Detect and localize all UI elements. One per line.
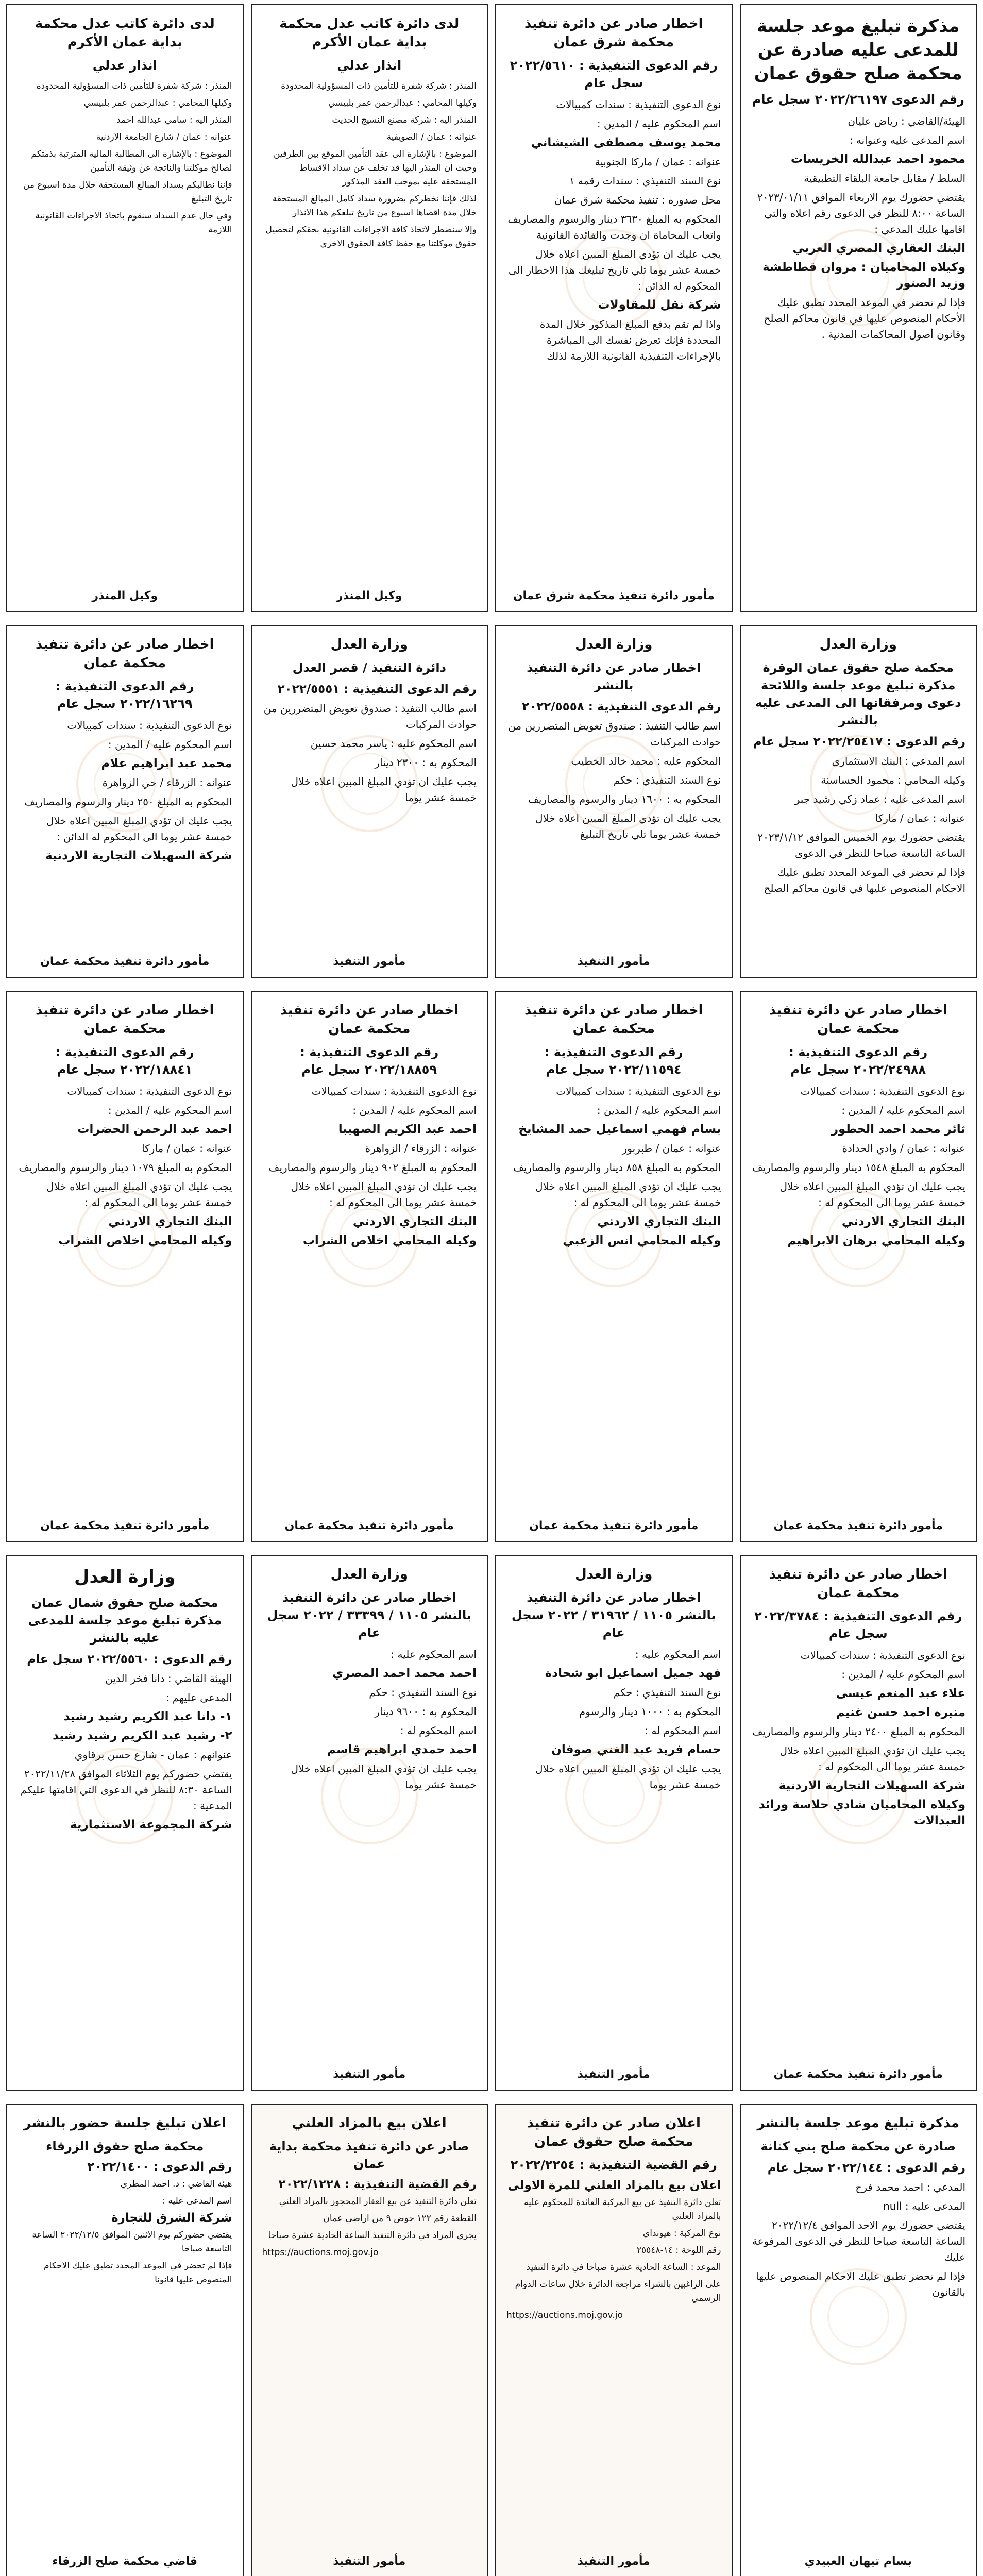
notice-line: المحكوم به المبلغ ٨٥٨ دينار والرسوم والمصاريف xyxy=(513,1161,721,1174)
notice-header: وزارة العدل xyxy=(330,1567,408,1582)
notice-card xyxy=(495,2104,733,2576)
notice-line: المحكوم به : ١٠٠٠ دينار والرسوم xyxy=(579,1705,721,1718)
case-number: رقم القضية التنفيذية : ٢٠٢٢/٢٢٥٤ xyxy=(510,2158,717,2172)
notice-body xyxy=(751,734,966,896)
debtor-name: محمد عبد ابراهيم علام xyxy=(101,757,232,770)
notice-line: نوع الدعوى التنفيذية : سندات كمبيالات xyxy=(311,1085,477,1097)
notice-line: الهيئة القاضي : دانا فخر الدين xyxy=(105,1672,232,1685)
creditor-name: شركة السهيلات التجارية الاردنية xyxy=(45,849,232,862)
case-number: رقم الدعوى التنفيذية : ٢٠٢٢/٣٧٨٤ سجل عام xyxy=(754,1609,962,1641)
notice-header: اعلان بيع بالمزاد العلني xyxy=(292,2115,447,2131)
notice-line: اسم المحكوم عليه / المدين : xyxy=(352,1104,477,1116)
notice-body xyxy=(262,2178,477,2260)
notice-line: نوع السند التنفيذي : سندات رقمه ١ xyxy=(569,175,721,187)
notice-footer: مأمور دائرة تنفيذ محكمة عمان xyxy=(40,955,210,968)
notice-line: يقتضي حضورك يوم الخميس الموافق ٢٠٢٣/١/١٢ الساعة التاسعة صباحا للنظر في الدعوى xyxy=(757,831,965,859)
notice-line: اسم المدعى عليه : xyxy=(162,2196,232,2206)
notices-row-5 xyxy=(6,2104,977,2576)
notice-body xyxy=(18,1083,232,1249)
notice-line: عنوانه : عمان / ماركا xyxy=(142,1142,232,1155)
notice-header: اعلان تبليغ جلسة حضور بالنشر xyxy=(23,2115,227,2131)
case-number: محكمة صلح حقوق عمان الوقرة مذكرة تبليغ موعد جلسة واللائحة دعوى ومرفقاتها الى المدعى عليه بالنشر xyxy=(755,660,961,727)
auction-link[interactable]: https://auctions.moj.gov.jo xyxy=(262,2247,379,2258)
creditor-name: البنك التجاري الاردني xyxy=(352,1215,477,1228)
notice-line: الهيئة/القاضي : رياض عليان xyxy=(848,115,965,127)
attorney-name: وكيله المحامي برهان الابراهيم xyxy=(787,1234,965,1247)
notice-line: يقتضي حضورك يوم الاربعاء الموافق ٢٠٢٣/٠١/١١ الساعة ٨:٠٠ للنظر في الدعوى رقم اعلاه والتي اقامها عليك المدعي : xyxy=(757,191,965,235)
notice-footer: بسام تيهان العبيدي xyxy=(804,2555,912,2568)
notice-line: نوع السند التنفيذي : حكم xyxy=(613,1686,721,1699)
notice-line: نوع السند التنفيذي : حكم xyxy=(613,774,721,786)
notice-footer: مأمور دائرة تنفيذ محكمة عمان xyxy=(773,2068,943,2081)
notice-line: اسم المدعي : البنك الاستثماري xyxy=(832,755,965,767)
debtor-name: احمد عبد الكريم الصهيبا xyxy=(338,1123,477,1136)
notice-body xyxy=(751,2160,966,2300)
notice-body xyxy=(751,1083,966,1249)
attorney-name: وكيله المحامي اخلاص الشراب xyxy=(302,1234,477,1247)
notice-card xyxy=(251,4,488,612)
debtor-name: ثائر محمد احمد الحطور xyxy=(831,1123,965,1136)
notice-card xyxy=(6,1555,244,2091)
notice-line: محل صدوره : تنفيذ محكمة شرق عمان xyxy=(554,194,721,206)
notice-line: اسم المحكوم عليه / المدين : xyxy=(841,1104,965,1116)
notice-card xyxy=(495,1555,733,2091)
notice-card xyxy=(251,625,488,978)
case-number: محكمة صلح حقوق شمال عمان مذكرة تبليغ موعد جلسة للمدعى عليه بالنشر xyxy=(28,1596,222,1645)
notice-footer: مأمور التنفيذ xyxy=(333,955,406,968)
notice-line: عنوانهم : عمان - شارع حسن برقاوي xyxy=(74,1749,232,1761)
notice-card xyxy=(6,2104,244,2576)
notice-card xyxy=(495,991,733,1542)
notice-line: يجب عليك ان تؤدي المبلغ المبين اعلاه خلال خمسة عشر يوما الى المحكوم له : xyxy=(779,1744,965,1773)
notice-footer: مأمور دائرة تنفيذ محكمة عمان xyxy=(40,1519,210,1532)
notice-line: فإذا لم تحضر في الموعد المحدد تطبق عليك الأحكام المنصوص عليها في قانون محاكم الصلح وقانون أصول المحاكمات المدنية . xyxy=(764,296,965,341)
debtor-name: احمد عبد الرحمن الحضرات xyxy=(77,1123,232,1136)
notice-line: يقتضي حضوركم يوم الاثنين الموافق ٢٠٢٢/١٢/٥ الساعة التاسعة صباحا xyxy=(32,2230,232,2254)
creditor-name: شركة نقل للمقاولات xyxy=(598,298,721,312)
notice-card xyxy=(740,2104,977,2576)
notice-line: المحكوم به : ٩٦٠٠ دينار xyxy=(375,1705,477,1718)
notice-header: وزارة العدل xyxy=(575,637,653,652)
debtor-name: محمد يوسف مصطفى الشيشاني xyxy=(531,136,721,149)
notice-line: اسم المحكوم عليه / المدين : xyxy=(841,1668,965,1681)
notice-line: رقم الدعوى التنفيذية : ٢٠٢٢/٥٥٥١ xyxy=(277,683,477,696)
case-number: رقم الدعوى التنفيذية : ٢٠٢٢/١٦٢٦٩ سجل عام xyxy=(55,679,194,711)
notice-line: الموعد : الساعة الحادية عشرة صباحا في دائرة التنفيذ xyxy=(526,2262,721,2273)
notice-line: فإذا لم تحضر تطبق عليك الاحكام المنصوص عليها بالقانون xyxy=(756,2270,965,2298)
notice-line: فإننا نطالبكم بسداد المبالغ المستحقة خلال مدة اسبوع من تاريخ التبليغ xyxy=(23,180,232,204)
newspaper-page xyxy=(6,4,977,2576)
attorney-name: وكيله المحامي اخلاص الشراب xyxy=(58,1234,232,1247)
notice-line: المحكوم به المبلغ ٢٤٠٠ دينار والرسوم والمصاريف xyxy=(752,1725,965,1738)
notice-line: اسم المدعى عليه وعنوانه : xyxy=(849,134,965,146)
notice-footer: مأمور التنفيذ xyxy=(577,2555,650,2568)
case-number: رقم الدعوى ٢٠٢٢/٢٦١٩٧ سجل عام xyxy=(752,92,964,107)
notice-line: عنوانه : عمان / ماركا xyxy=(875,812,965,824)
notice-line: المنذر اليه : سامي عبدالله احمد xyxy=(116,115,232,125)
auction-link[interactable]: https://auctions.moj.gov.jo xyxy=(506,2310,623,2320)
notice-line: يجب عليك ان تؤدي المبلغ المبين اعلاه خلال خمسة عشر يوما xyxy=(291,1762,477,1791)
notice-line: نوع الدعوى التنفيذية : سندات كمبيالات xyxy=(800,1085,965,1097)
notice-header: مذكرة تبليغ موعد جلسة بالنشر xyxy=(757,2115,960,2131)
notice-line: المحكوم به : ١٦٠٠ دينار والرسوم والمصاريف xyxy=(528,793,721,805)
case-number: اخطار صادر عن دائرة التنفيذ بالنشر ١١٠٥ / ٣٣٣٩٩ / ٢٠٢٢ سجل عام xyxy=(267,1590,472,1640)
notice-body xyxy=(506,1083,721,1249)
notice-line: عنوانه : الزرقاء / الزواهرة xyxy=(365,1142,477,1155)
notice-footer: مأمور دائرة تنفيذ محكمة عمان xyxy=(773,1519,943,1532)
attorney-name: وكيله المحامي انس الزعبي xyxy=(563,1234,721,1247)
notice-line: الموضوع : بالإشارة الى عقد التأمين الموقع بين الطرفين وحيث ان المنذر اليها قد تخلف عن سداد الاقساط المستحقة عليه بموجب العقد المذكور xyxy=(273,149,477,187)
notice-body xyxy=(506,2179,721,2323)
notice-card xyxy=(495,4,733,612)
notice-header: اخطار صادر عن دائرة تنفيذ محكمة عمان xyxy=(280,1003,459,1037)
notice-line: يقتضي حضوركم يوم الثلاثاء الموافق ٢٠٢٢/١١/٢٨ الساعة ٨:٣٠ للنظر في الدعوى التي اقامتها عليكم المدعية : xyxy=(20,1768,232,1812)
notice-line: رقم الدعوى : ٢٠٢٢/٥٥٦٠ سجل عام xyxy=(27,1653,232,1666)
notice-header: لدى دائرة كاتب عدل محكمة بداية عمان الأكرم xyxy=(35,16,215,50)
debtor-name: احمد محمد احمد المصري xyxy=(332,1667,477,1680)
notice-card xyxy=(251,991,488,1542)
notice-line: اسم المحكوم عليه : xyxy=(391,1648,477,1660)
notice-header: وزارة العدل xyxy=(74,1567,176,1587)
notice-line: السلط / مقابل جامعة البلقاء التطبيقية xyxy=(804,172,965,184)
notice-line: عنوانه : عمان / ماركا الجنوبية xyxy=(595,156,721,168)
notice-card xyxy=(495,625,733,978)
notice-footer: وكيل المنذر xyxy=(336,589,402,602)
case-number: اخطار صادر عن دائرة التنفيذ بالنشر xyxy=(527,660,701,692)
notice-line: اسم المحكوم عليه : ياسر محمد حسين xyxy=(310,737,477,750)
notice-line: اسم المحكوم عليه / المدين : xyxy=(597,117,721,130)
notice-line: نوع الدعوى التنفيذية : سندات كمبيالات xyxy=(556,1085,721,1097)
notice-body xyxy=(18,79,232,237)
notice-line: اعلان بيع بالمزاد العلني للمرة الاولى xyxy=(507,2179,721,2192)
notice-line: عنوانه : عمان / شارع الجامعة الاردنية xyxy=(96,132,232,142)
notice-body xyxy=(262,682,477,806)
case-number: انذار عدلي xyxy=(337,58,402,73)
debtor-name: بسام فهمي اسماعيل حمد المشايخ xyxy=(518,1123,721,1136)
debtor-name: علاء عبد المنعم عيسى xyxy=(836,1687,965,1700)
creditor-name: البنك التجاري الاردني xyxy=(841,1215,965,1228)
notice-header: اخطار صادر عن دائرة تنفيذ محكمة عمان xyxy=(35,1003,214,1037)
notice-line: اسم طالب التنفيذ : صندوق تعويض المتضررين من حوادث المركبات xyxy=(508,720,721,748)
notice-card xyxy=(740,625,977,978)
defendant-name: ١- دانا عبد الكريم رشيد رشيد xyxy=(63,1710,232,1723)
notice-line: المنذر اليه : شركة مصنع النسيج الحديث xyxy=(332,115,477,125)
notice-header: لدى دائرة كاتب عدل محكمة بداية عمان الأكرم xyxy=(279,16,460,50)
notice-card xyxy=(6,991,244,1542)
debtor-name: فهد جميل اسماعيل ابو شحادة xyxy=(545,1667,721,1680)
notice-line: المحكوم به المبلغ ٢٥٠ دينار والرسوم والمصاريف xyxy=(24,795,232,808)
notice-footer: مأمور دائرة تنفيذ محكمة عمان xyxy=(529,1519,699,1532)
notice-header: اخطار صادر عن دائرة تنفيذ محكمة شرق عمان xyxy=(524,16,703,50)
notice-line: نوع الدعوى التنفيذية : سندات كمبيالات xyxy=(67,1085,232,1097)
creditor-name: البنك التجاري الاردني xyxy=(108,1215,232,1228)
notice-line: يجب عليك ان تؤدي المبلغ المبين اعلاه خلال خمسة عشر يوما xyxy=(291,775,477,804)
notice-line: يجب عليك ان تؤدي المبلغ المبين اعلاه خلال خمسة عشر يوما تلي تاريخ التبليغ xyxy=(535,812,721,840)
notices-row-2 xyxy=(6,625,977,978)
plaintiff-name: شركة المجموعة الاستثمارية xyxy=(70,1818,232,1832)
notice-line: اسم المحكوم عليه : xyxy=(635,1648,721,1660)
case-number: دائرة التنفيذ / قصر العدل xyxy=(292,660,446,675)
notice-line: نوع السند التنفيذي : حكم xyxy=(369,1686,477,1699)
notices-row-1 xyxy=(6,4,977,612)
notice-line: وفي حال عدم السداد سنقوم باتخاذ الاجراءات القانونية اللازمة xyxy=(35,211,232,235)
case-number: انذار عدلي xyxy=(92,58,157,73)
notice-line: يقتضي حضورك يوم الاحد الموافق ٢٠٢٢/١٢/٤ الساعة التاسعة صباحا للنظر في الدعوى المرفوعة عليك xyxy=(752,2219,965,2263)
notice-line: نوع المركبة : هيونداي xyxy=(642,2228,721,2239)
notice-line: رقم الدعوى : ٢٠٢٢/٢٥٤١٧ سجل عام xyxy=(753,735,965,749)
notice-line: رقم اللوحة : ١٤-٢٥٥٤٨ xyxy=(636,2245,721,2256)
notice-line: عنوانه : عمان / الصويفية xyxy=(386,132,477,142)
notice-line: رقم الدعوى : ٢٠٢٢/١٤٤ سجل عام xyxy=(767,2161,965,2175)
notice-body xyxy=(751,113,966,343)
notice-body xyxy=(506,1647,721,1793)
notice-line: هيئة القاضي : د. احمد المطري xyxy=(120,2179,232,2189)
notice-line: يجب عليك ان تؤدي المبلغ المبين اعلاه خلال خمسة عشر يوما الى المحكوم له : xyxy=(779,1180,965,1209)
notice-body xyxy=(262,1083,477,1249)
notice-footer: مأمور التنفيذ xyxy=(333,2068,406,2081)
notice-line: اسم المحكوم عليه / المدين : xyxy=(108,1104,232,1116)
notice-line: يجب عليك ان تؤدي المبلغ المبين اعلاه خلال خمسة عشر يوما الى المحكوم له الدائن : xyxy=(46,815,232,843)
notice-body xyxy=(751,1648,966,1829)
notice-line: تعلن دائرة التنفيذ عن بيع العقار المحجوز بالمزاد العلني xyxy=(279,2196,477,2207)
notice-line: عنوانه : الزرقاء / حي الزواهرة xyxy=(102,776,232,789)
notice-card xyxy=(251,2104,488,2576)
notice-body xyxy=(18,2160,232,2287)
case-number: رقم الدعوى التنفيذية : ٢٠٢٢/٥٦١٠ سجل عام xyxy=(510,58,718,90)
notice-header: وزارة العدل xyxy=(819,637,897,652)
notice-line: يجب عليك ان تؤدي المبلغ المبين اعلاه خلال خمسة عشر يوما xyxy=(535,1762,721,1791)
notice-line: المدعى عليهم : xyxy=(165,1691,232,1704)
case-number: رقم الدعوى التنفيذية : ٢٠٢٢/٢٤٩٨٨ سجل عام xyxy=(789,1045,928,1077)
notice-line: المدعى عليه : null xyxy=(883,2200,965,2212)
notice-header: مذكرة تبليغ موعد جلسة للمدعى عليه صادرة عن محكمة صلح حقوق عمان xyxy=(754,16,962,84)
notice-line: المنذر : شركة شفرة للتأمين ذات المسؤولية المحدودة xyxy=(281,81,477,91)
notice-line: الموضوع : بالإشارة الى المطالبة المالية المترتبة بذمتكم لصالح موكلتنا والناتجة عن وثيقة التأمين xyxy=(31,149,232,173)
notice-line: يجري المزاد في دائرة التنفيذ الساعة الحادية عشرة صباحا xyxy=(268,2230,477,2241)
notice-line: اسم المحكوم له : xyxy=(645,1724,721,1737)
plaintiff-name: البنك العقاري المصري العربي xyxy=(792,242,965,255)
notice-header: وزارة العدل xyxy=(575,1567,653,1582)
notice-card xyxy=(740,4,977,612)
notice-line: المحكوم به المبلغ ١٠٧٩ دينار والرسوم والمصاريف xyxy=(19,1161,232,1174)
notice-line: المحكوم به المبلغ ١٥٤٨ دينار والرسوم والمصاريف xyxy=(752,1161,965,1174)
notice-footer: مأمور التنفيذ xyxy=(577,955,650,968)
attorney-name: وكيلاه المحاميان شادي حلاسة ورائد العبدالات xyxy=(758,1798,965,1827)
notice-line: نوع الدعوى التنفيذية : سندات كمبيالات xyxy=(556,98,721,111)
notice-card xyxy=(6,625,244,978)
notice-card xyxy=(740,1555,977,2091)
attorney-name: وكيلاه المحاميان : مروان قطاطشة وزيد الصنور xyxy=(762,261,965,290)
notice-body xyxy=(18,1652,232,1833)
notices-row-3 xyxy=(6,991,977,1542)
notice-header: اخطار صادر عن دائرة تنفيذ محكمة عمان xyxy=(769,1003,948,1037)
notice-footer: مأمور التنفيذ xyxy=(333,2555,406,2568)
notice-header: وزارة العدل xyxy=(330,637,408,652)
notice-body xyxy=(262,79,477,251)
notice-line: عنوانه : عمان / وادي الحدادة xyxy=(842,1142,965,1155)
notice-line: لذلك فإننا نخطركم بضرورة سداد كامل المبالغ المستحقة خلال مدة اقصاها اسبوع من تاريخ تبلغكم هذا الانذار xyxy=(272,194,477,218)
notice-line: وكيلها المحامي : عبدالرحمن عمر بلبيسي xyxy=(83,98,232,108)
case-number: محكمة صلح حقوق الزرقاء xyxy=(46,2139,204,2154)
notice-line: المنذر : شركة شفرة للتأمين ذات المسؤولية المحدودة xyxy=(36,81,232,91)
creditor-name: حسام فريد عبد الغني صوفان xyxy=(551,1743,721,1756)
notice-line: عنوانه : عمان / طبربور xyxy=(622,1142,721,1155)
case-number: صادرة عن محكمة صلح بني كنانة xyxy=(760,2139,956,2154)
notice-line: المحكوم به المبلغ ٣٦٣٠ دينار والرسوم والمصاريف واتعاب المحاماة ان وجدت والفائدة القانونية xyxy=(507,213,721,241)
notice-line: نوع الدعوى التنفيذية : سندات كمبيالات xyxy=(800,1649,965,1662)
notices-row-4 xyxy=(6,1555,977,2091)
creditor-name: احمد حمدي ابراهيم قاسم xyxy=(327,1743,477,1756)
notice-line: يجب عليك ان تؤدي المبلغ المبين اعلاه خلال خمسة عشر يوما الى المحكوم له : xyxy=(535,1180,721,1209)
notice-line: القطعة رقم ١٢٢ حوض ٩ من اراضي عمان xyxy=(323,2213,477,2224)
notice-line: وإلا سنضطر لاتخاذ كافة الاجراءات القانونية بحقكم لتحصيل حقوق موكلتنا مع حفظ كافة الحقوق الاخرى xyxy=(265,225,477,249)
notice-line: يجب عليك ان تؤدي المبلغ المبين اعلاه خلال خمسة عشر يوما الى المحكوم له : xyxy=(46,1180,232,1209)
notice-line: وكيلها المحامي : عبدالرحمن عمر بلبيسي xyxy=(328,98,477,108)
notice-line: واذا لم تقم بدفع المبلغ المذكور خلال المدة المحددة فإنك تعرض نفسك الى المباشرة بالإجراءات التنفيذية القانونية اللازمة لذلك xyxy=(539,318,721,362)
notice-header: اخطار صادر عن دائرة تنفيذ محكمة عمان xyxy=(769,1567,948,1601)
notice-line: يجب عليك ان تؤدي المبلغ المبين اعلاه خلال خمسة عشر يوما الى المحكوم له : xyxy=(291,1180,477,1209)
notice-card xyxy=(740,991,977,1542)
notice-line: رقم الدعوى التنفيذية : ٢٠٢٢/٥٥٥٨ xyxy=(522,700,721,714)
notice-line: رقم القضية التنفيذية : ٢٠٢٢/١٢٢٨ xyxy=(278,2178,477,2191)
notice-line: تعلن دائرة التنفيذ عن بيع المركبة العائدة للمحكوم عليه بالمزاد العلني xyxy=(524,2197,721,2222)
notice-header: اخطار صادر عن دائرة تنفيذ محكمة عمان xyxy=(524,1003,703,1037)
defendant-name: محمود احمد عبدالله الخريسات xyxy=(790,152,965,166)
defendant-name: شركة الشرق للتجارة xyxy=(111,2211,232,2225)
notice-line: اسم المحكوم له : xyxy=(400,1724,477,1737)
notice-line: اسم المحكوم عليه / المدين : xyxy=(108,738,232,751)
notice-body xyxy=(506,97,721,364)
debtor-name: منيره احمد حسن غنيم xyxy=(836,1706,965,1719)
notice-line: المحكوم به المبلغ ٩٠٢ دينار والرسوم والمصاريف xyxy=(268,1161,477,1174)
notice-footer: مأمور التنفيذ xyxy=(577,2068,650,2081)
case-number: اخطار صادر عن دائرة التنفيذ بالنشر ١١٠٥ / ٣١٩٦٢ / ٢٠٢٢ سجل عام xyxy=(511,1590,716,1640)
notice-line: نوع الدعوى التنفيذية : سندات كمبيالات xyxy=(67,719,232,732)
creditor-name: البنك التجاري الاردني xyxy=(597,1215,721,1228)
notice-footer: وكيل المنذر xyxy=(92,589,158,602)
notice-line: يجب عليك ان تؤدي المبلغ المبين اعلاه خلال خمسة عشر يوما تلي تاريخ تبليغك هذا الاخطار الى المحكوم له الدائن : xyxy=(508,248,721,292)
notice-line: المدعي : احمد محمد فرح xyxy=(855,2181,965,2193)
defendant-name: ٢- رشيد عبد الكريم رشيد رشيد xyxy=(53,1729,232,1742)
case-number: صادر عن دائرة تنفيذ محكمة بداية عمان xyxy=(269,2139,469,2171)
notice-card xyxy=(6,4,244,612)
notice-body xyxy=(18,718,232,864)
notice-line: رقم الدعوى : ٢٠٢٢/١٤٠٠ xyxy=(87,2160,232,2174)
notice-body xyxy=(506,699,721,842)
notice-line: اسم طالب التنفيذ : صندوق تعويض المتضررين من حوادث المركبات xyxy=(263,702,477,731)
notice-line: وكيله المحامي : محمود الحساسنة xyxy=(821,774,965,786)
notice-footer: مأمور دائرة تنفيذ محكمة شرق عمان xyxy=(513,589,715,602)
notice-line: على الراغبين بالشراء مراجعة الدائرة خلال ساعات الدوام الرسمي xyxy=(515,2279,721,2303)
notice-header: اعلان صادر عن دائرة تنفيذ محكمة صلح حقوق عمان xyxy=(527,2115,701,2149)
notice-body xyxy=(262,1647,477,1793)
notice-header: اخطار صادر عن دائرة تنفيذ محكمة عمان xyxy=(35,637,214,671)
creditor-name: شركة السهيلات التجارية الاردنية xyxy=(778,1779,965,1792)
case-number: رقم الدعوى التنفيذية : ٢٠٢٢/١١٥٩٤ سجل عام xyxy=(544,1045,683,1077)
notice-line: اسم المحكوم عليه / المدين : xyxy=(597,1104,721,1116)
notice-line: اسم المدعى عليه : عماد زكي رشيد جبر xyxy=(794,793,965,805)
case-number: رقم الدعوى التنفيذية : ٢٠٢٢/١٨٨٥٩ سجل عام xyxy=(300,1045,439,1077)
notice-line: المحكوم به : ٢٣٠٠ دينار xyxy=(375,756,477,769)
notice-line: فإذا لم تحضر في الموعد المحدد تطبق عليك الاحكام المنصوص عليها في قانون محاكم الصلح xyxy=(764,866,965,894)
notice-line: المحكوم عليه : محمد خالد الخطيب xyxy=(571,755,721,767)
notice-card xyxy=(251,1555,488,2091)
case-number: رقم الدعوى التنفيذية : ٢٠٢٢/١٨٨٤١ سجل عام xyxy=(55,1045,194,1077)
notice-footer: مأمور دائرة تنفيذ محكمة عمان xyxy=(284,1519,454,1532)
notice-footer: قاضي محكمة صلح الزرقاء xyxy=(52,2555,198,2568)
notice-line: فإذا لم تحضر في الموعد المحدد تطبق عليك الاحكام المنصوص عليها قانونا xyxy=(44,2261,232,2285)
